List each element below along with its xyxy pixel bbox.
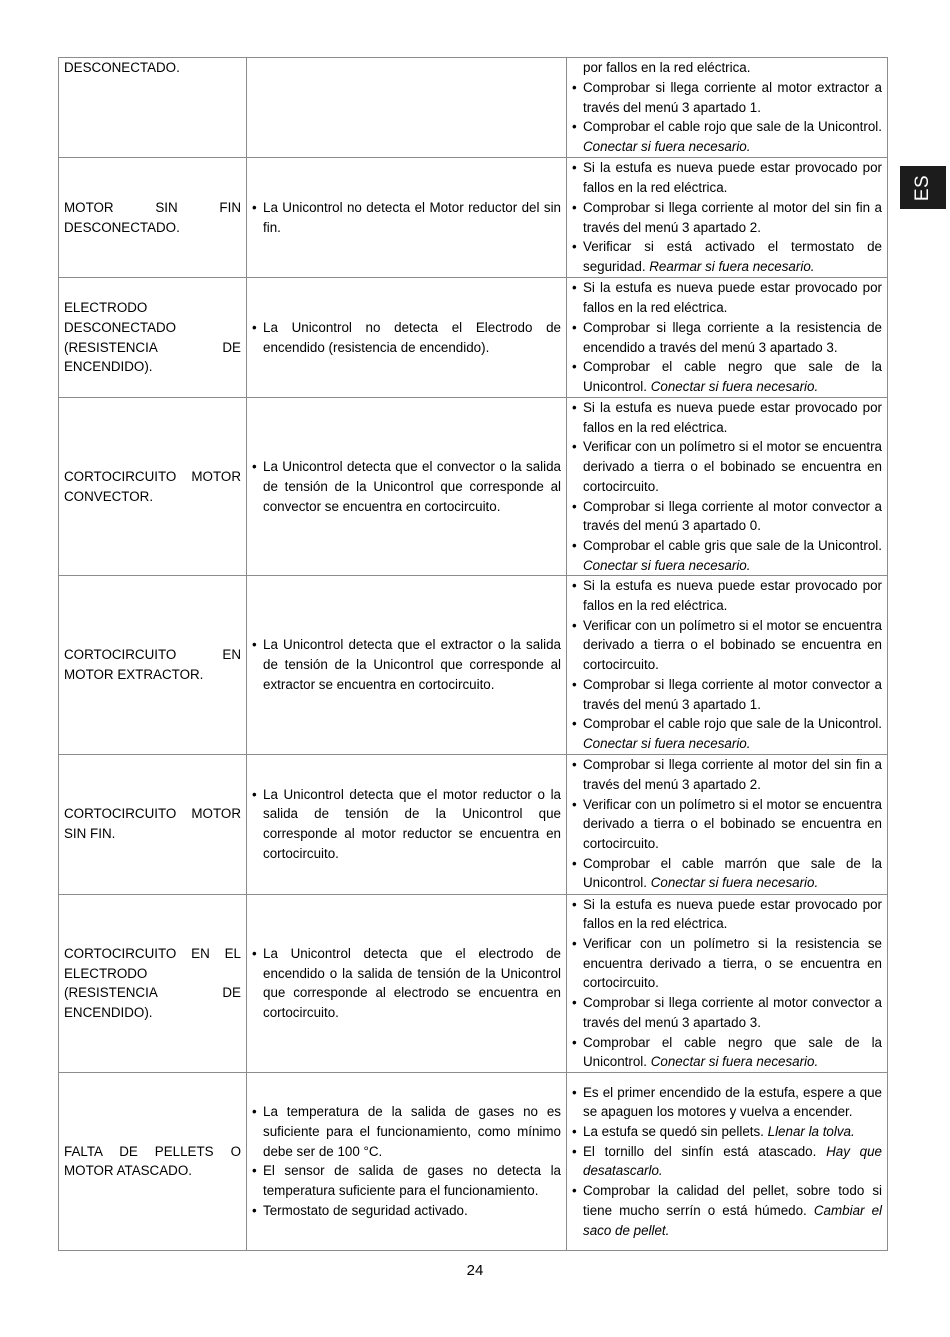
solution-list — [572, 78, 882, 157]
cause-item: • La Unicontrol detecta que el electrodo de encendido o la salida de tensión de la Unicontrol que corresponde al electrodo se encuentra en cortocircuito. — [252, 944, 561, 1023]
solution-text: Comprobar el cable marrón que sale de la Unicontrol. — [583, 855, 882, 891]
solution-cell — [567, 278, 888, 398]
table-row — [59, 894, 888, 1072]
solution-item — [572, 675, 882, 714]
cause-cell — [247, 894, 567, 1072]
solution-item — [572, 755, 882, 794]
error-message-cell: CORTOCIRCUITO EN EL ELECTRODO (RESISTENCIA DE ENCENDIDO). — [59, 894, 247, 1072]
solution-item — [572, 117, 882, 156]
cause-cell — [247, 1072, 567, 1250]
solution-action: Hay que desatascarlo. — [583, 1143, 882, 1179]
solution-item — [572, 616, 882, 675]
cause-item: • La Unicontrol no detecta el Motor reductor del sin fin. — [252, 198, 561, 237]
solution-item — [572, 357, 882, 396]
troubleshooting-table — [58, 57, 888, 1251]
error-message-cell: CORTOCIRCUITO MOTOR SIN FIN. — [59, 754, 247, 894]
solution-list — [572, 576, 882, 753]
table-row — [59, 754, 888, 894]
cause-item: • La Unicontrol no detecta el Electrodo de encendido (resistencia de encendido). — [252, 318, 561, 357]
solution-text: Comprobar la calidad del pellet, sobre todo si tiene mucho serrín o está húmedo. — [583, 1183, 882, 1218]
solution-action: Conectar si fuera necesario. — [650, 378, 819, 394]
cause-item: • La Unicontrol detecta que el extractor o la salida de tensión de la Unicontrol que corresponde al extractor se encuentra en cortocircuito. — [252, 635, 561, 694]
solution-action: Conectar si fuera necesario. — [583, 139, 751, 155]
solution-item — [572, 854, 882, 893]
solution-text: Comprobar si llega corriente al motor convector a través del menú 3 apartado 0. — [583, 498, 882, 534]
cause-list — [252, 785, 561, 864]
solution-list — [572, 895, 882, 1072]
solution-text: Comprobar si llega corriente al motor extractor a través del menú 3 apartado 1. — [583, 79, 882, 115]
solution-action: Rearmar si fuera necesario. — [649, 258, 815, 274]
solution-cell — [567, 1072, 888, 1250]
solution-item — [572, 318, 882, 357]
solution-text: Comprobar el cable gris que sale de la Unicontrol. — [583, 537, 882, 553]
solution-list — [572, 755, 882, 893]
solution-text: Si la estufa es nueva puede estar provocado por fallos en la red eléctrica. — [583, 896, 882, 932]
table-row — [59, 398, 888, 576]
solution-cell — [567, 58, 888, 158]
solution-cell — [567, 754, 888, 894]
error-message-cell: CORTOCIRCUITO EN MOTOR EXTRACTOR. — [59, 576, 247, 754]
page-number: 24 — [466, 1262, 484, 1279]
solution-cell — [567, 576, 888, 754]
table-row — [59, 1072, 888, 1250]
cause-list — [252, 457, 561, 516]
solution-text: Verificar con un polímetro si la resistencia se encuentra derivado a tierra, o se encuentra en cortocircuito. — [583, 936, 882, 991]
cause-list — [252, 318, 561, 357]
solution-item — [572, 1142, 882, 1181]
solution-continued-text: por fallos en la red eléctrica. — [583, 60, 751, 76]
solution-item — [572, 198, 882, 237]
solution-text: Comprobar el cable rojo que sale de la Unicontrol. — [583, 716, 882, 732]
solution-item — [572, 795, 882, 854]
solution-item — [572, 536, 882, 575]
solution-text: Verificar con un polímetro si el motor se encuentra derivado a tierra o el bobinado se encuentra en cortocircuito. — [583, 439, 882, 494]
solution-item — [572, 714, 882, 753]
solution-cell — [567, 158, 888, 278]
table-row — [59, 576, 888, 754]
cause-cell — [247, 278, 567, 398]
solution-text: Verificar con un polímetro si el motor se encuentra derivado a tierra o el bobinado se encuentra en cortocircuito. — [583, 796, 882, 851]
solution-item — [572, 237, 882, 276]
solution-item — [572, 278, 882, 317]
solution-text: Comprobar si llega corriente a la resistencia de encendido a través del menú 3 apartado 3. — [583, 319, 882, 355]
error-message-cell: FALTA DE PELLETS O MOTOR ATASCADO. — [59, 1072, 247, 1250]
solution-text: Comprobar el cable negro que sale de la Unicontrol. — [583, 359, 882, 394]
solution-text: Comprobar si llega corriente al motor del sin fin a través del menú 3 apartado 2. — [583, 199, 882, 235]
cause-cell — [247, 58, 567, 158]
solution-item — [572, 1122, 882, 1142]
cause-cell — [247, 576, 567, 754]
solution-text: Comprobar si llega corriente al motor del sin fin a través del menú 3 apartado 2. — [583, 757, 882, 792]
cause-list — [252, 1102, 561, 1220]
solution-action: Conectar si fuera necesario. — [650, 875, 819, 891]
solution-text: Si la estufa es nueva puede estar provocado por fallos en la red eléctrica. — [583, 400, 882, 435]
cause-list — [252, 944, 561, 1023]
solution-item — [572, 497, 882, 536]
table-row — [59, 158, 888, 278]
solution-item — [572, 993, 882, 1032]
cause-cell — [247, 158, 567, 278]
cause-list — [252, 635, 561, 694]
solution-text: Si la estufa es nueva puede estar provocado por fallos en la red eléctrica. — [583, 280, 882, 316]
cause-item: • La Unicontrol detecta que el motor reductor o la salida de tensión de la Unicontrol que corresponde al motor reductor se encuentra en cortocircuito. — [252, 785, 561, 864]
solution-action: Cambiar el saco de pellet. — [583, 1202, 882, 1238]
cause-item: • Termostato de seguridad activado. — [252, 1201, 561, 1221]
error-message-cell: MOTOR SIN FIN DESCONECTADO. — [59, 158, 247, 278]
solution-item — [572, 398, 882, 437]
solution-text: Si la estufa es nueva puede estar provocado por fallos en la red eléctrica. — [583, 578, 882, 614]
cause-item: • El sensor de salida de gases no detecta la temperatura suficiente para el funcionamiento. — [252, 1161, 561, 1200]
solution-text: Es el primer encendido de la estufa, espere a que se apaguen los motores y vuelva a encender. — [583, 1084, 882, 1120]
solution-text: Si la estufa es nueva puede estar provocado por fallos en la red eléctrica. — [583, 160, 882, 196]
solution-item — [572, 1181, 882, 1240]
cause-cell — [247, 754, 567, 894]
error-message-cell: ELECTRODO DESCONECTADO (RESISTENCIA DE ENCENDIDO). — [59, 278, 247, 398]
solution-text: Verificar con un polímetro si el motor se encuentra derivado a tierra o el bobinado se encuentra en cortocircuito. — [583, 617, 882, 673]
solution-item — [572, 1083, 882, 1122]
solution-item — [572, 158, 882, 197]
solution-list — [572, 158, 882, 276]
cause-item: • La Unicontrol detecta que el convector o la salida de tensión de la Unicontrol que corresponde al convector se encuentra en cortocircuito. — [252, 457, 561, 516]
error-message-cell: CORTOCIRCUITO MOTOR CONVECTOR. — [59, 398, 247, 576]
solution-action: Llenar la tolva. — [767, 1124, 855, 1140]
cause-list — [252, 198, 561, 237]
solution-list — [572, 278, 882, 396]
solution-text: Comprobar el cable rojo que sale de la Unicontrol. — [583, 119, 882, 135]
solution-text: Verificar si está activado el termostato de seguridad. — [583, 239, 882, 274]
table-row — [59, 58, 888, 158]
solution-list — [572, 1083, 882, 1241]
solution-text: Comprobar si llega corriente al motor convector a través del menú 3 apartado 3. — [583, 995, 882, 1030]
solution-item — [572, 934, 882, 993]
cause-item: • La temperatura de la salida de gases no es suficiente para el funcionamiento, como mínimo debe ser de 100 °C. — [252, 1102, 561, 1161]
solution-item — [572, 895, 882, 934]
solution-item — [572, 1033, 882, 1072]
solution-cell — [567, 894, 888, 1072]
solution-text: La estufa se quedó sin pellets. — [583, 1124, 768, 1140]
solution-list — [572, 398, 882, 575]
error-message-cell: DESCONECTADO. — [59, 58, 247, 158]
solution-cell — [567, 398, 888, 576]
solution-action: Conectar si fuera necesario. — [583, 557, 751, 573]
solution-item — [572, 576, 882, 615]
solution-text: Comprobar el cable negro que sale de la Unicontrol. — [583, 1034, 882, 1070]
language-label: ES — [912, 174, 933, 201]
solution-item — [572, 437, 882, 496]
solution-text: El tornillo del sinfín está atascado. — [583, 1143, 827, 1159]
cause-cell — [247, 398, 567, 576]
solution-item — [572, 78, 882, 117]
solution-text: Comprobar si llega corriente al motor convector a través del menú 3 apartado 1. — [583, 676, 882, 712]
table-row — [59, 278, 888, 398]
solution-action: Conectar si fuera necesario. — [650, 1054, 819, 1070]
language-tab — [900, 166, 946, 209]
solution-action: Conectar si fuera necesario. — [583, 735, 751, 751]
